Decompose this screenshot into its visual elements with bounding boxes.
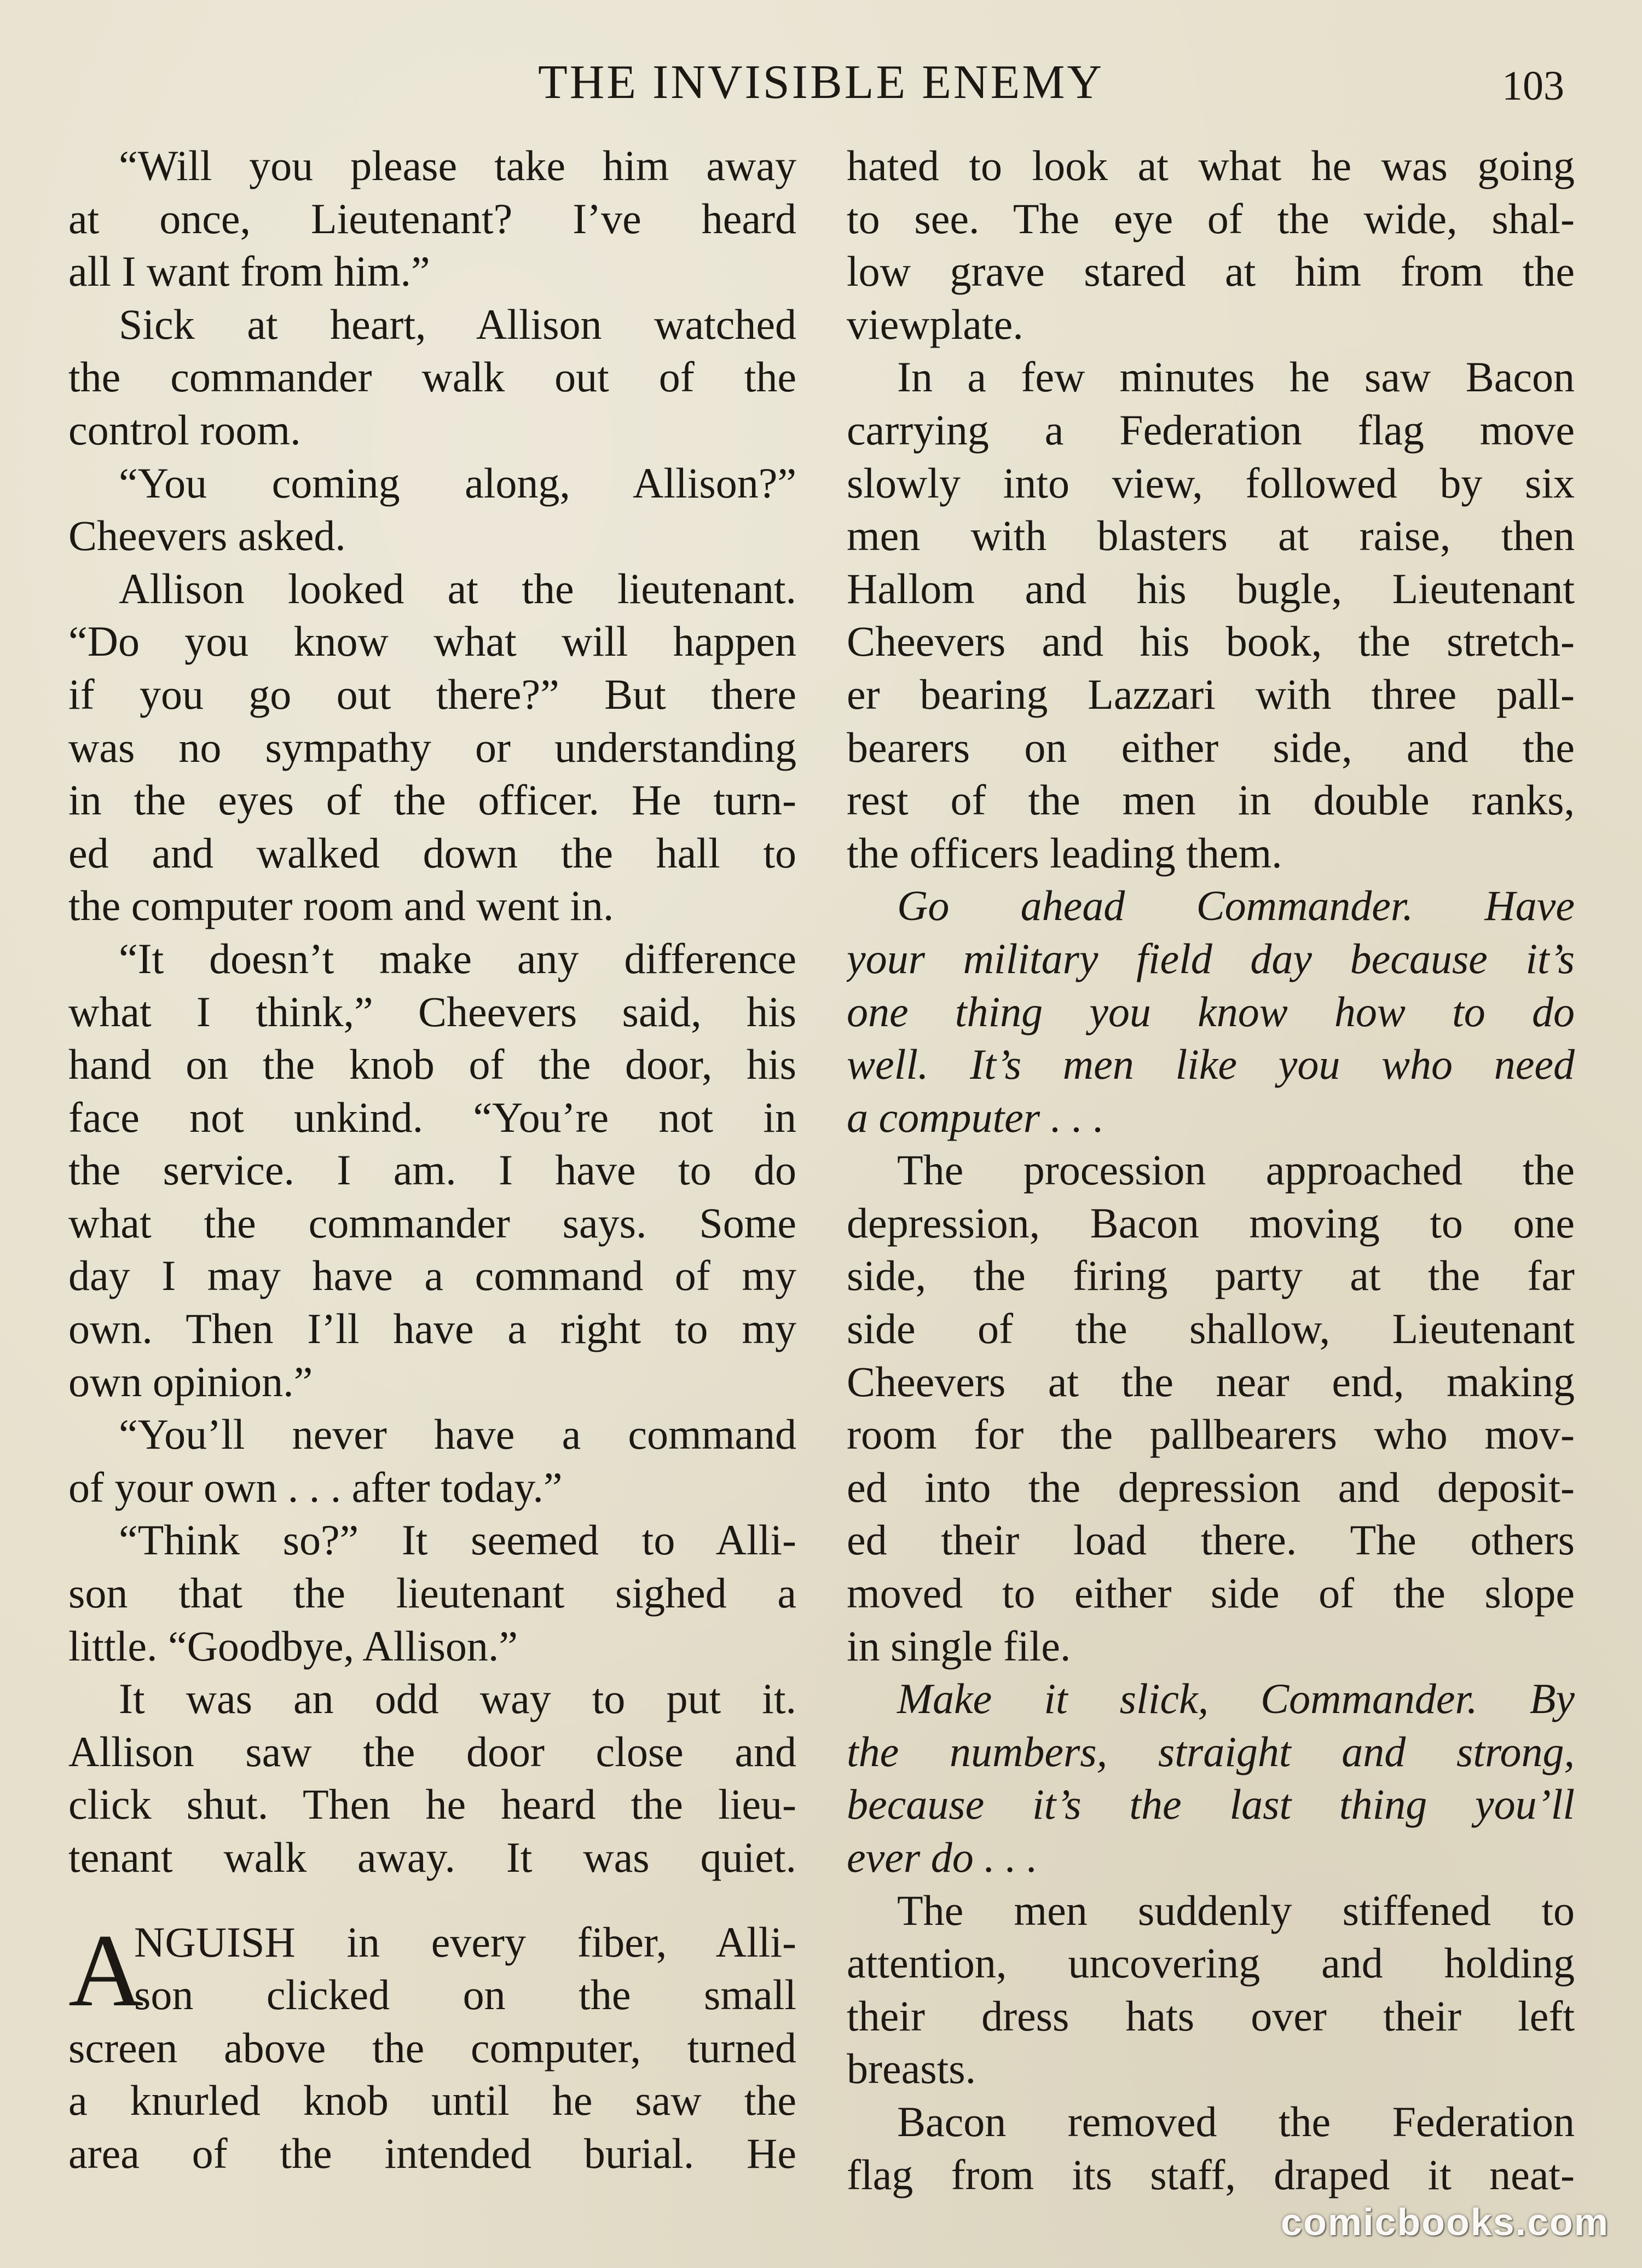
text-line: viewplate. (847, 300, 1024, 348)
italic-text-line: one thing you know how to do (847, 987, 1575, 1035)
text-line: a knurled knob until he saw the (68, 2076, 796, 2125)
text-line: Cheevers asked. (68, 512, 346, 560)
text-line: depression, Bacon moving to one (847, 1199, 1575, 1247)
text-line: what I think,” Cheevers said, his (68, 987, 796, 1035)
text-line: was no sympathy or understanding (68, 723, 796, 771)
text-line: Sick at heart, Allison watched (119, 300, 796, 348)
text-line: the officers leading them. (847, 829, 1282, 877)
text-line: hand on the knob of the door, his (68, 1040, 796, 1089)
text-line: all I want from him.” (68, 247, 430, 296)
text-line: “You coming along, Allison?” (119, 459, 796, 507)
text-line: in the eyes of the officer. He turn- (68, 776, 796, 824)
text-line: ed into the depression and deposit- (847, 1463, 1575, 1511)
text-line: the commander walk out of the (68, 353, 796, 401)
text-line: Allison looked at the lieutenant. (119, 564, 796, 612)
text-line: Bacon removed the Federation (897, 2097, 1575, 2145)
text-line: hated to look at what he was going (847, 142, 1575, 189)
italic-text-line: a computer . . . (847, 1093, 1105, 1141)
right-column (847, 140, 1575, 2201)
text-line: flag from its staff, draped it neat- (847, 2150, 1575, 2198)
text-line: the service. I am. I have to do (68, 1146, 796, 1194)
text-line: rest of the men in double ranks, (847, 776, 1575, 824)
text-line: slowly into view, followed by six (847, 459, 1575, 507)
text-line: er bearing Lazzari with three pall- (847, 670, 1575, 718)
page-number: 103 (1502, 63, 1564, 109)
text-line: screen above the computer, turned (68, 2023, 796, 2072)
italic-text-line: well. It’s men like you who need (847, 1040, 1575, 1089)
text-line: of your own . . . after today.” (68, 1463, 563, 1511)
text-line: day I may have a command of my (68, 1252, 796, 1300)
text-line: in single file. (847, 1622, 1071, 1670)
text-line: own opinion.” (68, 1357, 313, 1405)
text-line: Cheevers and his book, the stretch- (847, 617, 1575, 666)
text-line: NGUISH in every fiber, Alli- (134, 1918, 796, 1966)
italic-text-line: Make it slick, Commander. By (897, 1675, 1575, 1723)
italic-text-line: your military field day because it’s (847, 934, 1575, 982)
drop-cap: A (68, 1913, 144, 2028)
text-line: “Will you please take him away (119, 142, 796, 189)
italic-text-line: Go ahead Commander. Have (897, 882, 1575, 930)
text-line: room for the pallbearers who mov- (847, 1410, 1575, 1459)
text-line: “Think so?” It seemed to Alli- (119, 1516, 796, 1564)
text-line: to see. The eye of the wide, shal- (847, 194, 1575, 242)
section-break (68, 1884, 796, 1916)
text-line: carrying a Federation flag move (847, 406, 1575, 454)
running-title: THE INVISIBLE ENEMY (537, 56, 1105, 109)
text-line: ed their load there. The others (847, 1516, 1575, 1564)
text-line: “You’ll never have a command (119, 1410, 796, 1459)
page-header (0, 55, 1642, 115)
italic-text-line: because it’s the last thing you’ll (847, 1780, 1575, 1829)
text-line: face not unkind. “You’re not in (68, 1093, 796, 1141)
text-line: low grave stared at him from the (847, 247, 1575, 296)
text-line: Hallom and his bugle, Lieutenant (847, 564, 1575, 612)
text-line: own. Then I’ll have a right to my (68, 1305, 796, 1353)
left-column (68, 140, 796, 2180)
text-line: the computer room and went in. (68, 882, 614, 930)
text-line: click shut. Then he heard the lieu- (68, 1780, 796, 1829)
text-line: if you go out there?” But there (68, 670, 796, 718)
text-line: side, the firing party at the far (847, 1252, 1575, 1300)
text-line: “Do you know what will happen (68, 617, 796, 666)
text-line: area of the intended burial. He (68, 2129, 796, 2177)
text-line: attention, uncovering and holding (847, 1939, 1575, 1987)
text-line: their dress hats over their left (847, 1992, 1575, 2040)
text-line: side of the shallow, Lieutenant (847, 1305, 1575, 1353)
text-line: what the commander says. Some (68, 1199, 796, 1247)
text-line: In a few minutes he saw Bacon (897, 353, 1575, 401)
text-line: “It doesn’t make any difference (119, 934, 796, 982)
italic-text-line: the numbers, straight and strong, (847, 1727, 1575, 1775)
text-line: moved to either side of the slope (847, 1569, 1575, 1617)
text-line: men with blasters at raise, then (847, 512, 1575, 560)
text-line: The men suddenly stiffened to (897, 1886, 1575, 1934)
text-line: at once, Lieutenant? I’ve heard (68, 194, 796, 242)
text-line: breasts. (847, 2045, 976, 2093)
text-line: tenant walk away. It was quiet. (68, 1833, 796, 1881)
text-line: Cheevers at the near end, making (847, 1357, 1575, 1405)
text-line: The procession approached the (897, 1146, 1575, 1194)
text-line: son that the lieutenant sighed a (68, 1569, 796, 1617)
italic-text-line: ever do . . . (847, 1833, 1038, 1881)
text-line: Allison saw the door close and (68, 1727, 796, 1775)
section-opening (68, 1913, 796, 2180)
text-line: son clicked on the small (134, 1971, 796, 2019)
watermark: comicbooks.com (1281, 2201, 1609, 2243)
text-line: control room. (68, 406, 301, 454)
text-line: little. “Goodbye, Allison.” (68, 1622, 518, 1670)
text-line: It was an odd way to put it. (119, 1675, 796, 1723)
text-line: bearers on either side, and the (847, 723, 1575, 771)
text-line: ed and walked down the hall to (68, 829, 796, 877)
